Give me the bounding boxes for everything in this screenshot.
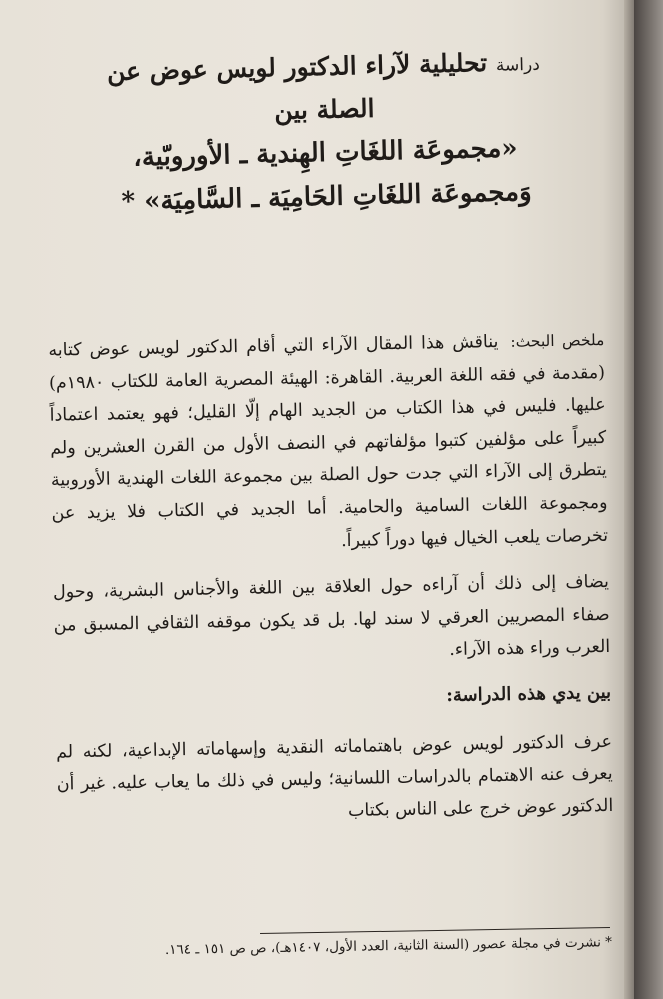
abstract-label: ملخص البحث: xyxy=(510,330,605,351)
title-line-3: «مجموعَة اللغَاتِ الهِندية ـ الأوروبّية، xyxy=(132,133,518,173)
abstract-paragraph xyxy=(48,324,608,563)
title-line-1-text: تحليلية لآراء الدكتور لويس عوض عن xyxy=(106,48,488,87)
section-heading: بين يدي هذه الدراسة: xyxy=(446,681,612,707)
section-paragraph: عرف الدكتور لويس عوض باهتماماته النقدية وإسهاماته الإبداعية، لكنه لم يعرف عنه الاهتمام بالدراسات اللسانية؛ وليس في ذلك ما يعاب عليه. غير أن الدكتور عوض خرج على الناس بكتاب xyxy=(55,731,614,821)
book-edge xyxy=(634,0,663,999)
title-line-2: الصلة بين xyxy=(273,93,375,126)
second-paragraph: يضاف إلى ذلك أن آراءه حول العلاقة بين اللغة والأجناس البشرية، وحول صفاء المصريين العرقي لا سند لها. بل قد يكون موقفه الثقافي المسبق من العرب وراء هذه الآراء. xyxy=(52,572,611,661)
title-line-4: وَمجموعَة اللغَاتِ الحَامِيَة ـ السَّامِيَة» * xyxy=(121,176,532,217)
article-body xyxy=(48,324,613,833)
footnote: * نشرت في مجلة عصور (السنة الثانية، العدد الأول، ١٤٠٧هـ)، ص ص ١٥١ ـ ١٦٤. xyxy=(164,934,613,958)
article-title xyxy=(38,41,612,226)
abstract-text: يناقش هذا المقال الآراء التي أقام الدكتور لويس عوض كتابه (مقدمة في فقه اللغة العربية. القاهرة: الهيئة المصرية العامة للكتاب ١٩٨٠م) عليها. فليس في هذا الكتاب من الجديد الهام إلّا القليل؛ فهو يعتمد اعتماداً كبيراً على مؤلفين كتبوا مؤلفاتهم في النصف الأول من القرن العشرين ولم يتطرق إلى الآراء التي جدت حول الصلة بين مجموعة اللغات الهندية الأوروبية ومجموعة اللغات السامية والحامية. أما الجديد في الكتاب فلا يزيد عن تخرصات يلعب الخيال فيها دوراً كبيراً. xyxy=(48,332,609,551)
title-lead-word: دراسة xyxy=(495,54,541,76)
